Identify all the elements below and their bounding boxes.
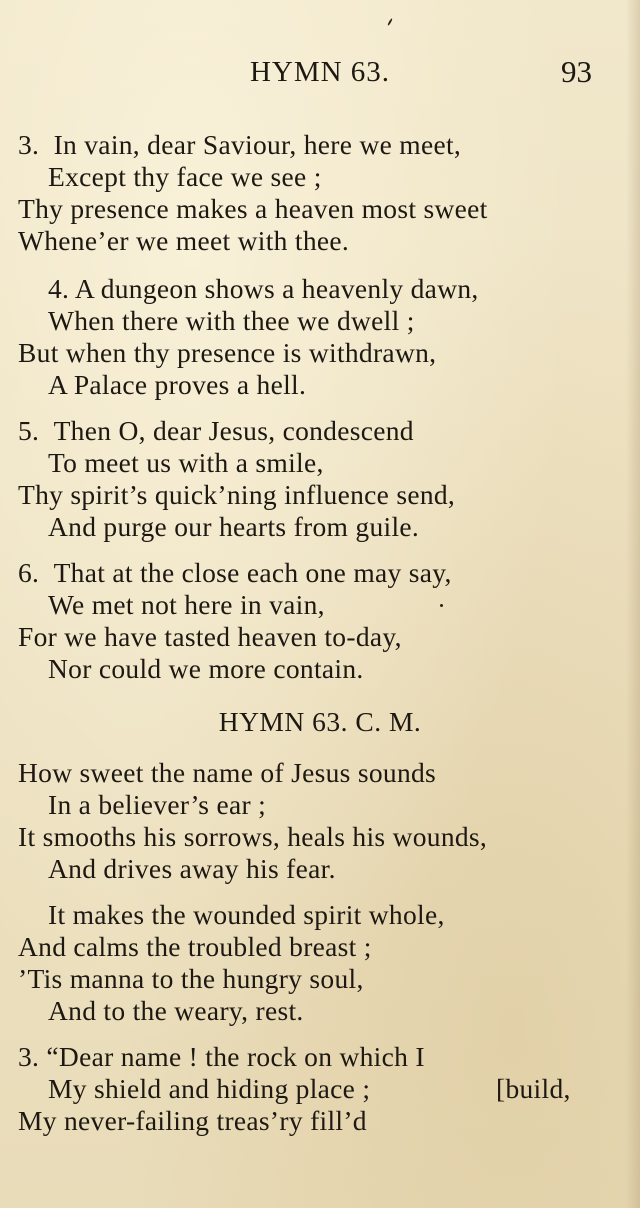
ink-speck [440,604,443,607]
verse-line: It makes the wounded spirit whole, [48,899,445,930]
verse-line: We met not here in vain, [48,589,325,620]
verse-line-turnover: [build, [496,1073,571,1104]
page-number: 93 [561,54,592,89]
verse-line: A Palace proves a hell. [48,369,307,400]
verse-line: My shield and hiding place ; [48,1073,371,1104]
verse-line: It smooths his sorrows, heals his wounds, [18,821,488,852]
verse-line: Whene’er we meet with thee. [18,225,350,256]
verse-line: 4. A dungeon shows a heavenly dawn, [48,273,479,304]
verse-line: My never-failing treas’ry fill’d [18,1105,367,1136]
verse-line: Except thy face we see ; [48,161,322,192]
verse-line: And purge our hearts from guile. [48,511,420,542]
running-header-title: HYMN 63. [249,56,391,88]
hymn-heading: HYMN 63. C. M. [218,706,422,737]
verse-line: And drives away his fear. [48,853,336,884]
verse-line: To meet us with a smile, [48,447,324,478]
verse-line: 6. That at the close each one may say, [18,557,452,588]
verse-line: 3. “Dear name ! the rock on which I [18,1041,425,1072]
verse-line: Nor could we more contain. [48,653,364,684]
verse-line: 5. Then O, dear Jesus, condescend [18,415,414,446]
verse-line: How sweet the name of Jesus sounds [18,757,437,788]
verse-line: ’Tis manna to the hungry soul, [18,963,364,994]
verse-line: And calms the troubled breast ; [18,931,372,962]
ink-speck [387,18,393,26]
page-edge-shadow [626,0,640,1208]
verse-line: Thy presence makes a heaven most sweet [18,193,488,224]
verse-line: Thy spirit’s quick’ning influence send, [18,479,456,510]
verse-line: And to the weary, rest. [48,995,304,1026]
verse-line: 3. In vain, dear Saviour, here we meet, [18,129,462,160]
verse-line: But when thy presence is withdrawn, [18,337,437,368]
verse-line: For we have tasted heaven to-day, [18,621,402,652]
verse-line: When there with thee we dwell ; [48,305,415,336]
verse-line: In a believer’s ear ; [48,789,267,820]
